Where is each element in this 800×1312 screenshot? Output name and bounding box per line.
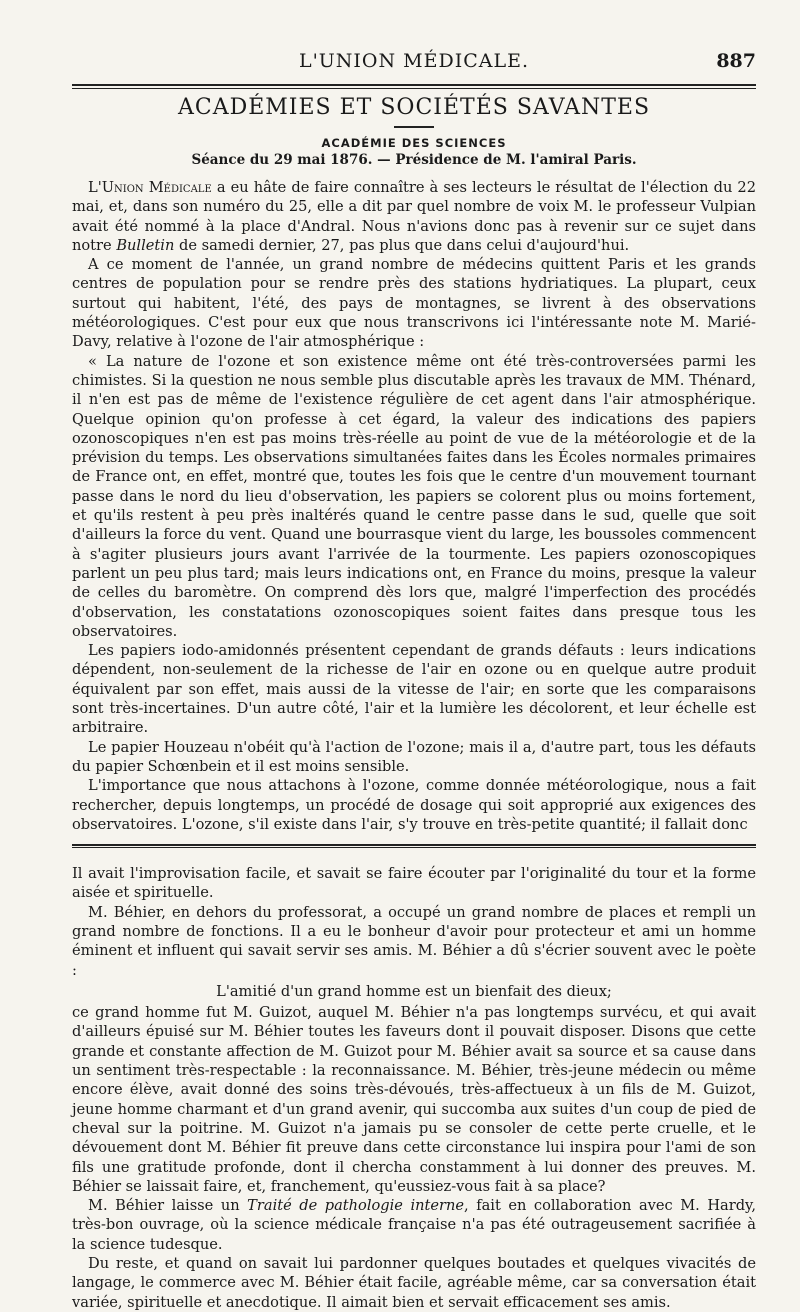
running-title: L'UNION MÉDICALE. <box>298 50 530 72</box>
title-divider <box>394 126 434 128</box>
paragraph-text: a eu hâte de faire connaître à ses lecteurs le résultat de l'élection du 22 mai, et, dans son numéro du 25, elle a dit par quel nombre de voix M. le professeur Vulpian avait été nommé à la place d'Andral. Nous n'avions donc pas à revenir sur ce sujet dans notre <box>72 179 756 254</box>
page-number: 887 <box>716 50 756 72</box>
header-rule <box>72 84 756 89</box>
verse-quote: L'amitié d'un grand homme est un bienfait des dieux; <box>216 982 612 1000</box>
paragraph: Du reste, et quand on savait lui pardonner quelques boutades et quelques vivacités de langage, le commerce avec M. Béhier était facile, agréable même, car sa conversation était variée, spirituelle et anecdotique. Il aimait bien et servait efficacement ses amis. <box>72 1255 756 1311</box>
paragraph-text: M. Béhier laisse un <box>88 1197 248 1215</box>
running-head <box>72 48 756 76</box>
section-title: ACADÉMIES ET SOCIÉTÉS SAVANTES <box>177 95 651 120</box>
paragraph-text: , fait en collaboration avec M. Hardy, très-bon ouvrage, où la science médicale française n'a pas été outrageusement sacrifiée à la science tudesque. <box>72 1197 757 1253</box>
section-subtitle: ACADÉMIE DES SCIENCES <box>321 136 507 150</box>
section-separator <box>72 844 756 848</box>
journal-name: L'Union Médicale <box>88 179 212 196</box>
italic-text: Bulletin <box>116 236 175 254</box>
paragraph: ce grand homme fut M. Guizot, auquel M. Béhier n'a pas longtemps survécu, et qui avait d'ailleurs épuisé sur M. Béhier toutes les faveurs dont il pouvait disposer. Disons que cette grande et constante affection de M. Guizot pour M. Béhier avait sa source et sa cause dans un sentiment très-respectable : la reconnaissance. M. Béhier, très-jeune médecin ou même encore élève, avait donné des soins très-dévoués, très-affectueux à un fils de M. Guizot, jeune homme charmant et d'un grand avenir, qui succomba aux suites d'un coup de pied de cheval sur la poitrine. M. Guizot n'a jamais pu se consoler de cette perte cruelle, et le dévouement dont M. Béhier fit preuve dans cette circonstance lui inspira pour l'ami de son fils une gratitude profonde, dont il chercha constamment à lui donner des preuves. M. Béhier se laissait faire, et, franchement, qu'eussiez-vous fait à sa place? <box>72 1004 756 1195</box>
paragraph: M. Béhier, en dehors du professorat, a occupé un grand nombre de places et rempli un grand nombre de fonctions. Il a eu le bonheur d'avoir pour protecteur et ami un homme éminent et influent qui savait servir ses amis. M. Béhier a dû s'écrier souvent avec le poète : <box>72 903 756 979</box>
paragraph: Le papier Houzeau n'obéit qu'à l'action de l'ozone; mais il a, d'autre part, tous les défauts du papier Schœnbein et il est moins sensible. <box>72 738 756 775</box>
paragraph: Il avait l'improvisation facile, et savait se faire écouter par l'originalité du tour et la forme aisée et spirituelle. <box>72 865 756 902</box>
paragraph: L'importance que nous attachons à l'ozone, comme donnée météorologique, nous a fait rechercher, depuis longtemps, un procédé de dosage qui soit approprié aux exigences des observatoires. L'ozone, s'il existe dans l'air, s'y trouve en très-petite quantité; il fallait donc <box>72 777 756 833</box>
book-title: Traité de pathologie interne <box>247 1197 465 1215</box>
paragraph-text: de samedi dernier, 27, pas plus que dans celui d'aujourd'hui. <box>174 236 630 254</box>
paragraph: Les papiers iodo-amidonnés présentent cependant de grands défauts : leurs indications dépendent, non-seulement de la richesse de l'air en ozone ou en quelque autre produit équivalent par son effet, mais aussi de la vitesse de l'air; en sorte que les comparaisons sont très-incertaines. D'un autre côté, l'air et la lumière les décolorent, et leur échelle est arbitraire. <box>72 642 756 737</box>
paragraph <box>72 178 756 255</box>
paragraph: A ce moment de l'année, un grand nombre de médecins quittent Paris et les grands centres de population pour se rendre près des stations hydriatiques. La plupart, ceux surtout qui habitent, l'été, des pays de montagnes, se livrent à des observations météorologiques. C'est pour eux que nous transcrivons ici l'intéressante note M. Marié-Davy, relative à l'ozone de l'air atmosphérique : <box>72 256 756 351</box>
journal-page <box>72 48 756 1312</box>
paragraph: « La nature de l'ozone et son existence même ont été très-controversées parmi les chimistes. Si la question ne nous semble plus discutable après les travaux de MM. Thénard, il n'en est pas de même de l'existence régulière de cet agent dans l'air atmosphérique. Quelque opinion qu'on professe à cet égard, la valeur des indications des papiers ozonoscopiques n'en est pas moins très-réelle au point de vue de la météorologie et de la prévision du temps. Les observations simultanées faites dans les Écoles normales primaires de France ont, en effet, montré que, toutes les fois que le centre d'un mouvement tournant passe dans le nord du lieu d'observation, les papiers se colorent plus ou moins fortement, et qu'ils restent à peu près inaltérés quand le centre passe dans le sud, quelle que soit d'ailleurs la force du vent. Quand une bourrasque vient du large, les boussoles commencent à s'agiter plusieurs jours avant l'arrivée de la tourmente. Les papiers ozonoscopiques parlent un peu plus tard; mais leurs indications ont, en France du moins, presque la valeur de celles du baromètre. On comprend dès lors que, malgré l'imperfection des procédés d'observation, les constatations ozonoscopiques soient faites dans presque tous les observatoires. <box>72 352 756 640</box>
session-line: Séance du 29 mai 1876. — Présidence de M. l'amiral Paris. <box>191 152 637 168</box>
paragraph <box>72 1196 756 1254</box>
